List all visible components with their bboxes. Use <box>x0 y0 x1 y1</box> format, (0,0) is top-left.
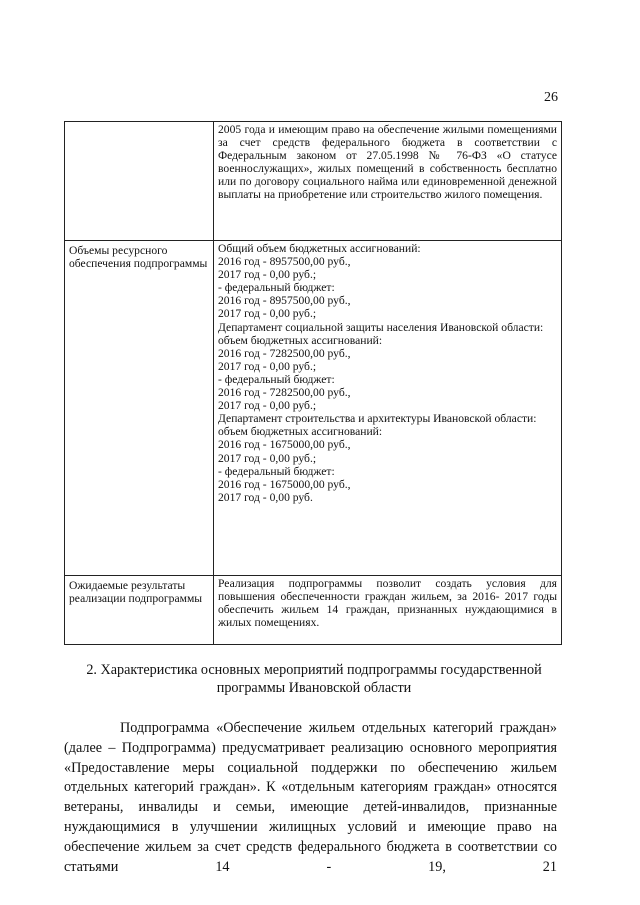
value-line: 2016 год - 1675000,00 руб., <box>218 438 351 452</box>
table-cell-label: Ожидаемые результаты реализации подпрограммы <box>65 576 214 645</box>
value-line: - федеральный бюджет: <box>218 464 335 478</box>
value-line: - федеральный бюджет: <box>218 281 335 295</box>
table-row-results <box>65 576 562 645</box>
value-line: 2017 год - 0,00 руб.; <box>218 307 317 321</box>
value-line: объем бюджетных ассигнований: <box>218 333 383 347</box>
value-line: Департамент социальной защиты населения Ивановской области: <box>218 320 544 334</box>
table-cell-label: Объемы ресурсного обеспечения подпрограммы <box>65 241 214 576</box>
value-line: 2017 год - 0,00 руб.; <box>218 451 317 465</box>
page-number: 26 <box>544 90 558 105</box>
table-row-continuation <box>65 122 562 241</box>
value-line: Общий объем бюджетных ассигнований: <box>218 242 421 255</box>
value-text: 2005 года и имеющим право на обеспечение жилыми помещениями за счет средств федерального бюджета в соответствии с Федеральным законом от 27.05.1998 № 76-ФЗ «О статусе военнослужащих», жилых помещений в собственность бесплатно или по договору социального найма или единовременной денежной выплаты на приобретение или строительство жилого помещения. <box>218 123 557 202</box>
table-cell-value <box>214 122 562 241</box>
value-line: объем бюджетных ассигнований: <box>218 425 383 439</box>
value-line: 2016 год - 7282500,00 руб., <box>218 386 351 400</box>
table-row-funding <box>65 241 562 576</box>
value-text: Реализация подпрограммы позволит создать условия для повышения обеспеченности граждан жильем, за 2016- 2017 годы обеспечить жильем 14 граждан, признанных нуждающимися в жилых помещениях. <box>218 577 557 630</box>
value-line: 2017 год - 0,00 руб. <box>218 490 313 504</box>
table-cell-value <box>214 576 562 645</box>
table-cell-value <box>214 241 562 576</box>
value-line: 2016 год - 8957500,00 руб., <box>218 255 351 269</box>
table-cell-label <box>65 122 214 241</box>
value-line: 2017 год - 0,00 руб.; <box>218 359 317 373</box>
value-line: 2016 год - 7282500,00 руб., <box>218 346 351 360</box>
value-line: 2016 год - 8957500,00 руб., <box>218 294 351 308</box>
value-line: - федеральный бюджет: <box>218 372 335 386</box>
body-paragraph: Подпрограмма «Обеспечение жильем отдельных категорий граждан» (далее – Подпрограмма) предусматривает реализацию основного мероприятия «Предоставление меры социальной поддержки по обеспечению жильем отдельных категорий граждан». К «отдельным категориям граждан» относятся ветераны, инвалиды и семьи, имеющие детей-инвалидов, признанные нуждающимися в улучшении жилищных условий и имеющие право на обеспечение жильем за счет средств федерального бюджета в соответствии со статьями 14 - 19, 21 <box>64 720 557 875</box>
subprogram-passport-table <box>64 121 562 645</box>
value-line: 2017 год - 0,00 руб.; <box>218 399 317 413</box>
value-line: Департамент строительства и архитектуры Ивановской области: <box>218 412 537 426</box>
section-heading: 2. Характеристика основных мероприятий подпрограммы государственной программы Ивановской области <box>86 662 542 696</box>
value-line: 2016 год - 1675000,00 руб., <box>218 477 351 491</box>
value-line: 2017 год - 0,00 руб.; <box>218 268 317 282</box>
